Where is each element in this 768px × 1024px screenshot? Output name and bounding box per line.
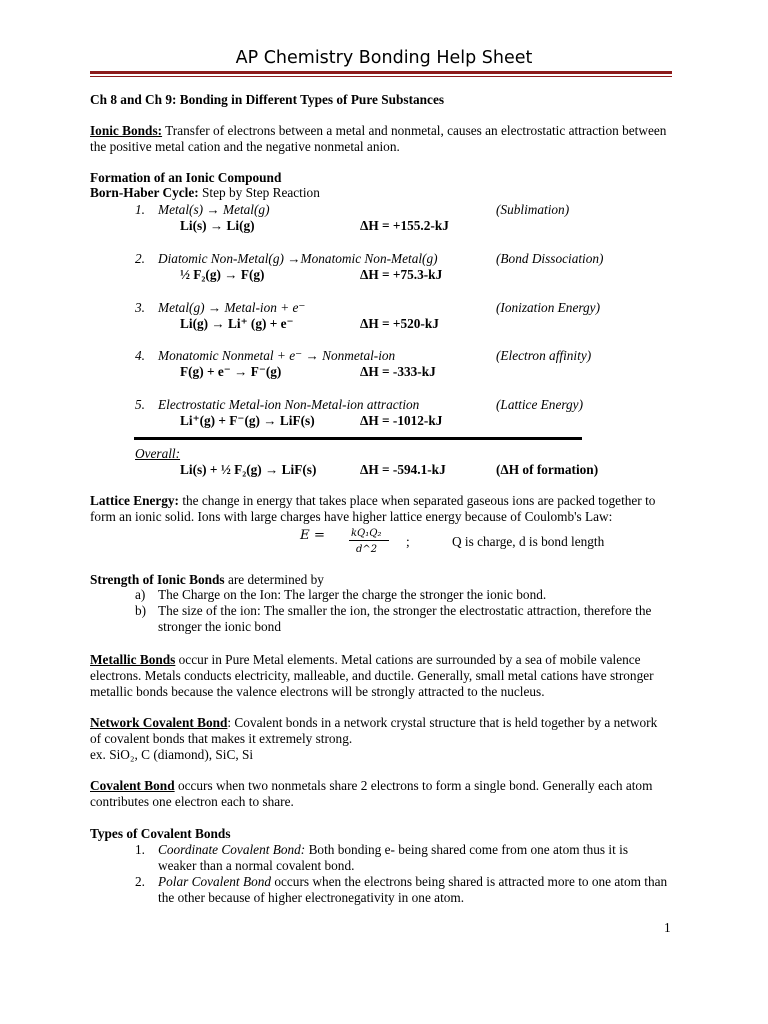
network-covalent-text: : Covalent bonds in a network crystal structure that is held together by a network of covalent bonds that makes it extremely strong.	[90, 715, 658, 746]
lattice-energy-paragraph	[90, 493, 670, 525]
step-enthalpy: ΔH = +75.3-kJ	[360, 267, 443, 282]
step-equation: Li(g) → Li⁺ (g) + e⁻	[180, 316, 294, 331]
list-item-term: Polar Covalent Bond	[158, 874, 272, 889]
covalent-bond-term: Covalent Bond	[90, 778, 175, 793]
ionic-bonds-text: Transfer of electrons between a metal and nonmetal, causes an electrostatic attraction between the positive metal cation and the negative nonmetal anion.	[90, 123, 667, 154]
lattice-energy-text: the change in energy that takes place when separated gaseous ions are packed together to form an ionic solid. Ions with large charges have higher lattice energy because of Coulomb's Law:	[90, 493, 656, 524]
step-note: (Sublimation)	[496, 202, 570, 217]
step-enthalpy: ΔH = +155.2-kJ	[360, 218, 449, 233]
metallic-bonds-term: Metallic Bonds	[90, 652, 176, 667]
list-item: The Charge on the Ion: The larger the charge the stronger the ionic bond.	[158, 587, 547, 602]
network-covalent-term: Network Covalent Bond	[90, 715, 228, 730]
coulomb-formula-denominator: d^2	[356, 544, 378, 555]
covalent-bond-text: occurs when two nonmetals share 2 electrons to form a single bond. Generally each atom contributes one electron each to share.	[90, 778, 653, 809]
formula-separator: ;	[406, 534, 410, 549]
step-equation: Li(s) → Li(g)	[180, 218, 255, 233]
list-item-text: Both bonding e- being shared come from one atom thus it is weaker than a normal covalent bond.	[158, 842, 628, 873]
step-label: Metal(g) → Metal-ion + e⁻	[158, 300, 306, 315]
step-equation: F(g) + e⁻ → F⁻(g)	[180, 364, 282, 379]
step-note: (Bond Dissociation)	[496, 251, 604, 266]
overall-label: Overall:	[135, 446, 181, 461]
page-title: AP Chemistry Bonding Help Sheet	[235, 48, 533, 68]
title-rule-thin	[90, 76, 672, 77]
step-note: (Ionization Energy)	[496, 300, 601, 315]
step-enthalpy: ΔH = +520-kJ	[360, 316, 439, 331]
metallic-bonds-text: occur in Pure Metal elements. Metal cations are surrounded by a sea of mobile valence electrons. Metals conducts electricity, malleable, and ductile. Generally, small metal cations have stronger metallic bonds because the valence electrons will be strongly attracted to the nucleus.	[90, 652, 654, 699]
strength-intro: are determined by	[227, 572, 324, 587]
metallic-bonds-paragraph	[90, 652, 670, 700]
list-marker: 1.	[135, 842, 145, 857]
step-number: 2.	[135, 251, 145, 266]
coulomb-fraction-bar	[349, 540, 389, 541]
page-number: 1	[664, 920, 671, 935]
step-number: 5.	[135, 397, 145, 412]
network-examples: ex. SiO₂, C (diamond), SiC, Si	[90, 747, 254, 762]
born-haber-desc: Step by Step Reaction	[202, 185, 320, 200]
step-label: Metal(s) → Metal(g)	[158, 202, 270, 217]
step-number: 4.	[135, 348, 145, 363]
network-covalent-paragraph	[90, 715, 670, 747]
ionic-bonds-term: Ionic Bonds:	[90, 123, 163, 138]
list-item	[158, 842, 668, 874]
step-label: Monatomic Nonmetal + e⁻ → Nonmetal-ion	[158, 348, 396, 363]
lattice-energy-term: Lattice Energy:	[90, 493, 179, 508]
chapter-heading: Ch 8 and Ch 9: Bonding in Different Types of Pure Substances	[90, 92, 445, 107]
overall-enthalpy: ΔH = -594.1-kJ	[360, 462, 446, 477]
list-marker: 2.	[135, 874, 145, 889]
step-note: (Electron affinity)	[496, 348, 592, 363]
strength-term: Strength of Ionic Bonds	[90, 572, 225, 587]
born-haber-line	[90, 185, 320, 201]
ionic-bonds-paragraph	[90, 123, 670, 155]
coulomb-formula-numerator: kQ₁Q₂	[351, 528, 382, 539]
coulomb-formula-lhs: E =	[300, 528, 326, 543]
list-marker: a)	[135, 587, 146, 602]
step-number: 3.	[135, 300, 145, 315]
types-heading: Types of Covalent Bonds	[90, 826, 231, 841]
born-haber-term: Born-Haber Cycle:	[90, 185, 199, 200]
step-equation: Li⁺(g) + F⁻(g) → LiF(s)	[180, 413, 315, 428]
list-marker: b)	[135, 603, 147, 618]
title-rule-thick	[90, 71, 672, 74]
overall-equation: Li(s) + ½ F₂(g) → LiF(s)	[180, 462, 317, 477]
step-label: Diatomic Non-Metal(g) →Monatomic Non-Metal(g)	[158, 251, 438, 266]
step-equation: ½ F₂(g) → F(g)	[180, 267, 265, 282]
list-item	[158, 874, 668, 906]
list-item-term: Coordinate Covalent Bond:	[158, 842, 306, 857]
step-enthalpy: ΔH = -333-kJ	[360, 364, 436, 379]
step-number: 1.	[135, 202, 145, 217]
list-item: The size of the ion: The smaller the ion, the stronger the electrostatic attraction, therefore the stronger the ionic bond	[158, 603, 652, 634]
list-item-text: occurs when the electrons being shared is attracted more to one atom than the other because of higher electronegativity in one atom.	[158, 874, 668, 905]
step-note: (Lattice Energy)	[496, 397, 584, 412]
covalent-bond-paragraph	[90, 778, 670, 810]
step-enthalpy: ΔH = -1012-kJ	[360, 413, 443, 428]
overall-divider	[134, 437, 582, 440]
strength-heading	[90, 572, 324, 588]
overall-note: (ΔH of formation)	[496, 462, 599, 477]
formula-note: Q is charge, d is bond length	[452, 534, 605, 549]
step-label: Electrostatic Metal-ion Non-Metal-ion attraction	[158, 397, 420, 412]
formation-heading: Formation of an Ionic Compound	[90, 170, 282, 185]
